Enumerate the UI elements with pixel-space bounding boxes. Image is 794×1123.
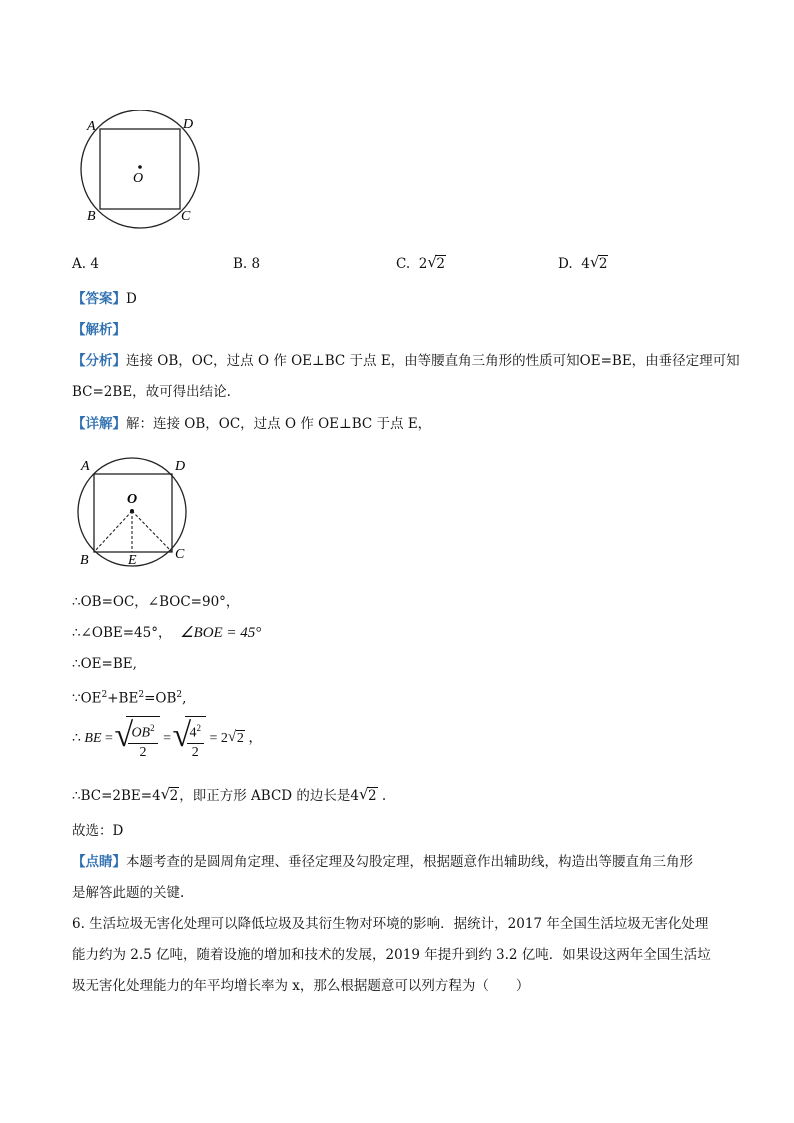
square (100, 129, 180, 209)
option-b: B. 8 (233, 256, 261, 272)
label-B: B (80, 553, 89, 568)
sqrt-symbol: √ 2 (427, 253, 445, 272)
step-5-equation: ∴ BE = √ $\frac{OB^2}{2}$ = √ $\frac{4^2}{2}$ = 2 √ 2 ， (72, 717, 263, 760)
step-6: ∴BC=2BE=4 √ 2，即正方形 ABCD 的边长是4 √ 2 . (72, 785, 387, 804)
option-a: A. 4 (72, 256, 99, 272)
dianjing-line-2: 是解答此题的关键. (72, 885, 185, 901)
fenxi-line-1: 【分析】连接 OB，OC，过点 O 作 OE⊥BC 于点 E，由等腰直角三角形的性质可知OE=BE，由垂径定理可知 (72, 353, 740, 369)
label-B: B (87, 209, 96, 224)
option-c: C. 2 √ 2 (396, 253, 445, 272)
center-point (130, 509, 134, 513)
q6-line-2: 能力约为 2.5 亿吨，随着设施的增加和技术的发展，2019 年提升到约 3.2 亿吨．如果设这两年全国生活垃 (72, 947, 711, 963)
analysis-heading: 【解析】 (72, 322, 126, 338)
option-d: D. 4 √ 2 (558, 253, 608, 272)
label-O: O (127, 492, 138, 507)
radical-2: √ $\frac{4^2}{2}$ (175, 716, 207, 762)
label-C: C (181, 209, 191, 224)
sqrt-symbol: √ 2 (589, 253, 608, 272)
label-C: C (175, 547, 185, 562)
label-E: E (128, 553, 137, 568)
dianjing-line-1: 【点睛】本题考查的是圆周角定理、垂径定理及勾股定理，根据题意作出辅助线，构造出等腰直角三角形 (72, 854, 693, 870)
label-A: A (87, 119, 96, 134)
label-A: A (81, 459, 90, 474)
xiangjie-line: 【详解】解：连接 OB，OC，过点 O 作 OE⊥BC 于点 E， (72, 416, 432, 432)
label-O: O (133, 171, 144, 186)
answer-line: 【答案】D (72, 291, 137, 307)
label-D: D (175, 459, 186, 474)
q6-line-1: 6. 生活垃圾无害化处理可以降低垃圾及其衍生物对环境的影响．据统计，2017 年全国生活垃圾无害化处理 (72, 916, 709, 932)
segment-oc (132, 511, 172, 552)
radical-1: √ $\frac{OB^2}{2}$ (116, 716, 159, 762)
step-3: ∴OE=BE, (72, 656, 137, 672)
figure-square-in-circle (70, 110, 240, 235)
label-D: D (183, 117, 194, 132)
step-4: $\because OE^2+BE^2=OB^2$, (72, 690, 187, 707)
q6-line-3: 圾无害化处理能力的年平均增长率为 x，那么根据题意可以列方程为（ ） (72, 978, 530, 994)
step-1: ∴OB=OC，∠BOC=90°， (72, 594, 240, 610)
fenxi-line-2: BC=2BE，故可得出结论. (72, 384, 231, 400)
center-point (138, 165, 142, 169)
choose-line: 故选：D (72, 823, 124, 839)
step-2: ∴∠OBE=45°， ∠BOE = 45° (72, 625, 262, 641)
segment-ob (94, 511, 132, 552)
figure-square-with-triangle (70, 452, 200, 574)
